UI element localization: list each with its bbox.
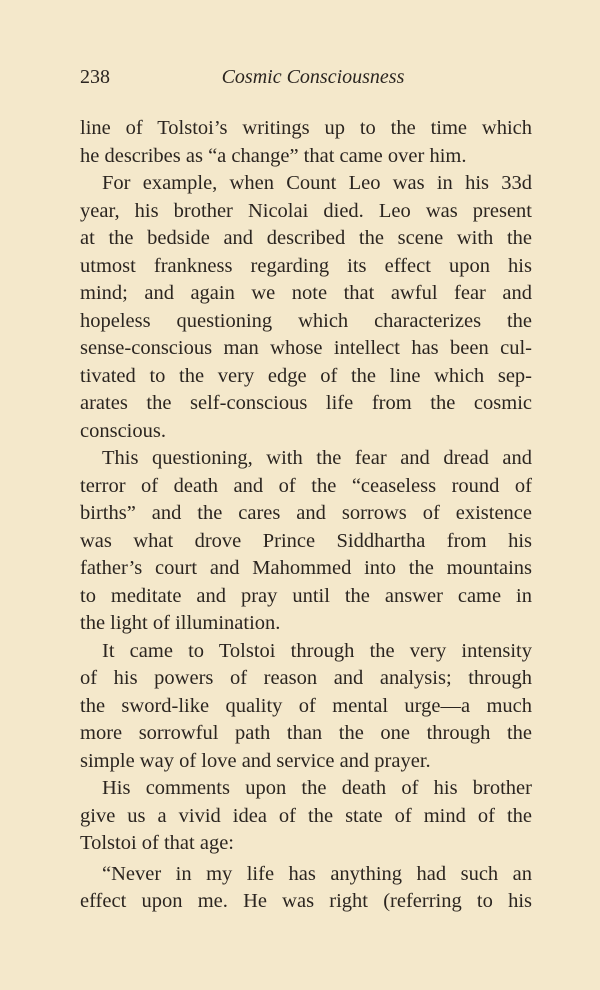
running-header [80, 66, 532, 96]
text-line: was what drove Prince Siddhartha from his [80, 529, 532, 552]
text-line: mind; and again we note that awful fear and [80, 282, 532, 304]
text-line: For example, when Count Leo was in his 33d [102, 172, 532, 194]
text-line: Tolstoi of that age: [80, 832, 234, 854]
text-line: of his powers of reason and analysis; through [80, 667, 532, 689]
text-line: more sorrowful path than the one through the [80, 722, 532, 744]
text-line: sense-conscious man whose intellect has been cul- [80, 337, 532, 359]
text-line: It came to Tolstoi through the very intensity [102, 639, 532, 662]
text-line: give us a vivid idea of the state of mind of the [80, 804, 532, 827]
text-line: conscious. [80, 419, 166, 442]
text-line: utmost frankness regarding its effect upon his [80, 254, 532, 277]
text-line: he describes as “a change” that came over him. [80, 144, 467, 167]
text-line: This questioning, with the fear and dread and [102, 447, 532, 469]
text-line: simple way of love and service and prayer. [80, 749, 431, 772]
page-number: 238 [80, 66, 110, 88]
text-line: line of Tolstoi’s writings up to the time which [80, 117, 532, 139]
text-line: the sword-like quality of mental urge—a much [80, 694, 532, 717]
text-line: father’s court and Mahommed into the mountains [80, 557, 532, 579]
running-title: Cosmic Consciousness [221, 66, 405, 88]
text-line: hopeless questioning which characterizes the [80, 309, 532, 332]
text-line: effect upon me. He was right (referring to his [80, 890, 532, 912]
text-line: at the bedside and described the scene with the [80, 227, 532, 249]
text-line: His comments upon the death of his brother [102, 777, 532, 799]
text-line: the light of illumination. [80, 612, 281, 634]
text-line: tivated to the very edge of the line which sep- [80, 364, 532, 387]
text-line: year, his brother Nicolai died. Leo was present [80, 199, 532, 222]
text-line: arates the self-conscious life from the cosmic [80, 392, 532, 414]
text-line: “Never in my life has anything had such an [102, 862, 532, 885]
text-line: births” and the cares and sorrows of existence [80, 502, 532, 524]
page-body-text [80, 115, 532, 916]
text-line: to meditate and pray until the answer came in [80, 584, 532, 607]
text-line: terror of death and of the “ceaseless round of [80, 474, 532, 497]
